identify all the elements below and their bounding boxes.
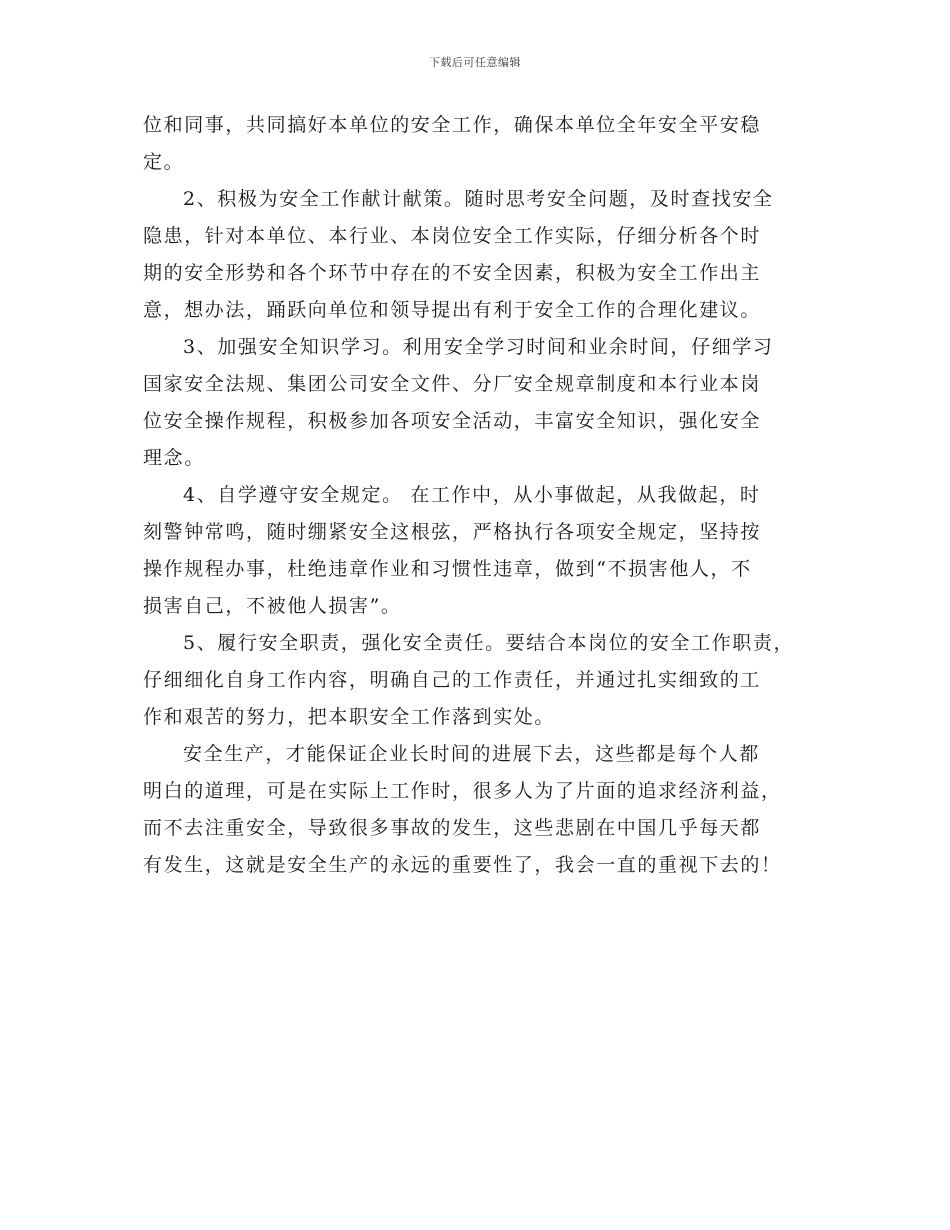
text-line: 隐患，针对本单位、本行业、本岗位安全工作实际，仔细分析各个时 [143,225,762,247]
text-line: 明白的道理，可是在实际上工作时，很多人为了片面的追求经济利益， [143,780,782,802]
text-line: 安全生产，才能保证企业长时间的进展下去，这些都是每个人都 [183,743,760,765]
paragraph-conclusion [143,736,813,884]
text-line: 理念。 [143,447,205,469]
text-line: 3、加强安全知识学习。利用安全学习时间和业余时间，仔细学习 [183,336,774,358]
text-line: 而不去注重安全，导致很多事故的发生，这些悲剧在中国几乎每天都 [143,817,762,839]
text-line: 国家安全法规、集团公司安全文件、分厂安全规章制度和本行业本岗 [143,373,762,395]
text-line: 仔细细化自身工作内容，明确自己的工作责任，并通过扎实细致的工 [143,669,762,691]
text-line: 2、积极为安全工作献计献策。随时思考安全问题，及时查找安全 [183,188,774,210]
text-line: 期的安全形势和各个环节中存在的不安全因素，积极为安全工作出主 [143,262,762,284]
text-line: 刻警钟常鸣，随时绷紧安全这根弦，严格执行各项安全规定，坚持按 [143,521,762,543]
document-body [143,107,813,884]
text-line: 损害自己，不被他人损害”。 [143,595,402,617]
text-line: 位安全操作规程，积极参加各项安全活动，丰富安全知识，强化安全 [143,410,762,432]
text-line: 意，想办法，踊跃向单位和领导提出有利于安全工作的合理化建议。 [143,299,762,321]
paragraph-item-3 [143,329,813,477]
paragraph-item-5 [143,625,813,736]
paragraph-item-4 [143,477,813,625]
text-line: 作和艰苦的努力，把本职安全工作落到实处。 [143,706,556,728]
page-header: 下载后可任意编辑 [429,56,521,69]
text-line: 4、自学遵守安全规定。 在工作中，从小事做起，从我做起，时 [183,484,761,506]
paragraph-item-2 [143,181,813,329]
text-line: 位和同事，共同搞好本单位的安全工作，确保本单位全年安全平安稳 [143,114,762,136]
text-line: 定。 [143,151,185,173]
paragraph-continuation [143,107,813,181]
text-line: 操作规程办事，杜绝违章作业和习惯性违章，做到“不损害他人，不 [143,558,752,580]
text-line: 有发生，这就是安全生产的永远的重要性了，我会一直的重视下去的！ [143,854,782,876]
text-line: 5、履行安全职责，强化安全责任。要结合本岗位的安全工作职责， [183,632,795,654]
